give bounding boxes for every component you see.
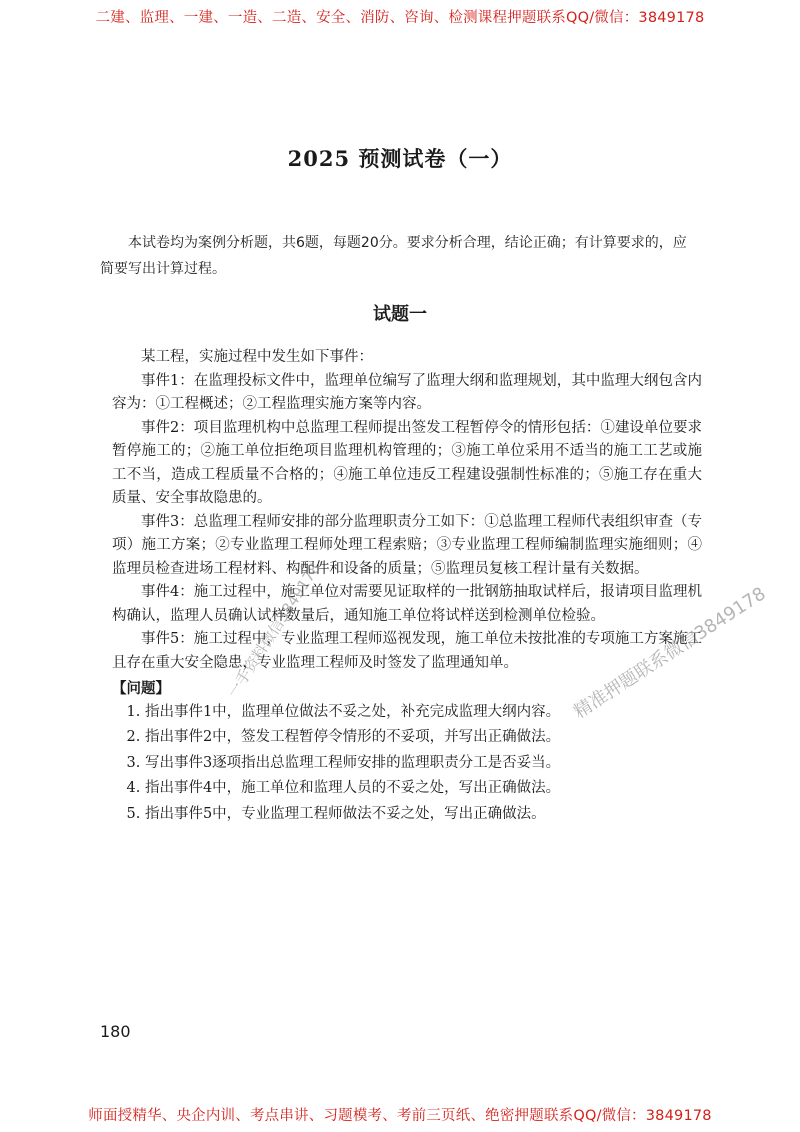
case-paragraph: 事件5：施工过程中，专业监理工程师巡视发现，施工单位未按批准的专项施工方案施工且存在重大安全隐患，专业监理工程师及时签发了监理通知单。 [112,631,702,671]
case-paragraph: 某工程，实施过程中发生如下事件： [141,349,373,365]
question-item: 3. 写出事件3逐项指出总监理工程师安排的监理职责分工是否妥当。 [126,754,561,771]
case-paragraph: 事件3：总监理工程师安排的部分监理职责分工如下：①总监理工程师代表组织审查（专项）施工方案；②专业监理工程师处理工程索赔；③专业监理工程师编制监理实施细则；④监理员检查进场工程材料、构配件和设备的质量；⑤监理员复核工程计量有关数据。 [112,513,702,577]
page-number: 180 [100,1022,131,1041]
case-paragraph: 事件1：在监理投标文件中，监理单位编写了监理大纲和监理规划，其中监理大纲包含内容为：①工程概述；②工程监理实施方案等内容。 [112,372,702,412]
question-item: 2. 指出事件2中，签发工程暂停令情形的不妥项，并写出正确做法。 [126,729,561,745]
question-body [112,346,702,828]
watermark-text: 一手资料微信3849178 [223,559,325,701]
question-item: 1. 指出事件1中，监理单位做法不妥之处，补充完成监理大纲内容。 [126,703,561,720]
question-item: 5. 指出事件5中，专业监理工程师做法不妥之处，写出正确做法。 [126,805,546,822]
watermark-text: 精准押题联系微信3849178 [570,583,770,723]
exam-instructions: 本试卷均为案例分析题，共6题，每题20分。要求分析合理，结论正确；有计算要求的，应简要写出计算过程。 [100,235,687,277]
question-list [112,701,702,827]
section-title: 试题一 [373,304,427,325]
footer-promo-banner: 师面授精华、央企内训、考点串讲、习题模考、考前三页纸、绝密押题联系QQ/微信：3849178 [88,1108,712,1124]
question-item: 4. 指出事件4中，施工单位和监理人员的不妥之处，写出正确做法。 [126,780,561,796]
case-paragraph: 事件4：施工过程中，施工单位对需要见证取样的一批钢筋抽取试样后，报请项目监理机构确认，监理人员确认试样数量后，通知施工单位将试样送到检测单位检验。 [112,584,702,624]
case-paragraph: 事件2：项目监理机构中总监理工程师提出签发工程暂停令的情形包括：①建设单位要求暂停施工的；②施工单位拒绝项目监理机构管理的；③施工单位采用不适当的施工工艺或施工不当，造成工程质量不合格的；④施工单位违反工程建设强制性标准的；⑤施工存在重大质量、安全事故隐患的。 [112,419,702,506]
questions-heading: 【问题】 [112,680,170,697]
header-promo-banner: 二建、监理、一建、一造、二造、安全、消防、咨询、检测课程押题联系QQ/微信：3849178 [95,10,705,26]
exam-title: 2025 预测试卷（一） [287,146,513,171]
